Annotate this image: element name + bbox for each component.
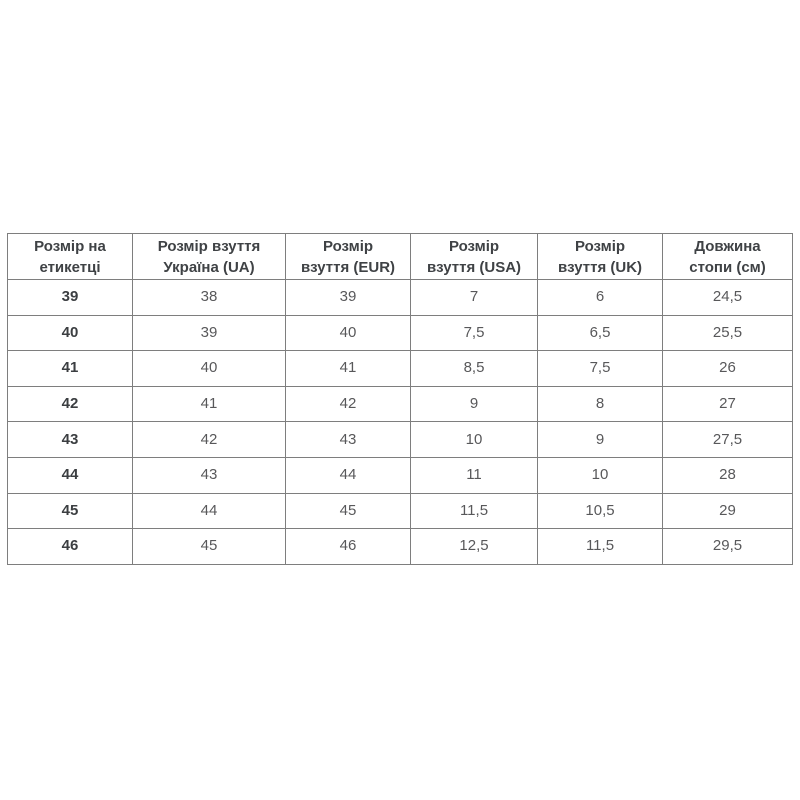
table-cell: 41 — [286, 351, 411, 387]
row-label-cell: 41 — [8, 351, 133, 387]
table-cell: 11 — [411, 457, 538, 493]
table-cell: 27,5 — [663, 422, 793, 458]
column-header-label: Розмір на етикетці — [8, 234, 133, 280]
table-cell: 40 — [286, 315, 411, 351]
table-cell: 11,5 — [411, 493, 538, 529]
column-header-ua: Розмір взуття Україна (UA) — [133, 234, 286, 280]
column-header-eur: Розмір взуття (EUR) — [286, 234, 411, 280]
row-label-cell: 45 — [8, 493, 133, 529]
table-cell: 29 — [663, 493, 793, 529]
table-cell: 45 — [286, 493, 411, 529]
table-cell: 7 — [411, 280, 538, 316]
table-header — [8, 234, 793, 280]
table-cell: 45 — [133, 529, 286, 565]
table-cell: 25,5 — [663, 315, 793, 351]
table-cell: 10 — [411, 422, 538, 458]
table-body — [8, 280, 793, 565]
table-cell: 10,5 — [538, 493, 663, 529]
header-row — [8, 234, 793, 280]
table-cell: 7,5 — [411, 315, 538, 351]
table-cell: 29,5 — [663, 529, 793, 565]
table-cell: 6,5 — [538, 315, 663, 351]
table-cell: 8,5 — [411, 351, 538, 387]
table-cell: 41 — [133, 386, 286, 422]
table-cell: 27 — [663, 386, 793, 422]
table-cell: 39 — [286, 280, 411, 316]
table-row — [8, 315, 793, 351]
size-conversion-table-container — [7, 233, 792, 565]
table-row — [8, 351, 793, 387]
row-label-cell: 46 — [8, 529, 133, 565]
table-cell: 28 — [663, 457, 793, 493]
table-row — [8, 422, 793, 458]
table-row — [8, 457, 793, 493]
table-row — [8, 529, 793, 565]
table-cell: 43 — [286, 422, 411, 458]
table-cell: 44 — [286, 457, 411, 493]
table-cell: 7,5 — [538, 351, 663, 387]
table-cell: 24,5 — [663, 280, 793, 316]
table-cell: 42 — [286, 386, 411, 422]
column-header-uk: Розмір взуття (UK) — [538, 234, 663, 280]
row-label-cell: 39 — [8, 280, 133, 316]
table-cell: 11,5 — [538, 529, 663, 565]
column-header-cm: Довжина стопи (см) — [663, 234, 793, 280]
table-row — [8, 386, 793, 422]
table-cell: 26 — [663, 351, 793, 387]
table-cell: 46 — [286, 529, 411, 565]
table-cell: 8 — [538, 386, 663, 422]
row-label-cell: 43 — [8, 422, 133, 458]
table-cell: 12,5 — [411, 529, 538, 565]
table-cell: 9 — [538, 422, 663, 458]
table-cell: 10 — [538, 457, 663, 493]
table-cell: 9 — [411, 386, 538, 422]
row-label-cell: 42 — [8, 386, 133, 422]
size-conversion-table — [7, 233, 793, 565]
table-row — [8, 493, 793, 529]
table-cell: 42 — [133, 422, 286, 458]
table-cell: 44 — [133, 493, 286, 529]
table-cell: 39 — [133, 315, 286, 351]
column-header-usa: Розмір взуття (USA) — [411, 234, 538, 280]
table-row — [8, 280, 793, 316]
table-cell: 6 — [538, 280, 663, 316]
row-label-cell: 44 — [8, 457, 133, 493]
table-cell: 43 — [133, 457, 286, 493]
table-cell: 40 — [133, 351, 286, 387]
row-label-cell: 40 — [8, 315, 133, 351]
table-cell: 38 — [133, 280, 286, 316]
